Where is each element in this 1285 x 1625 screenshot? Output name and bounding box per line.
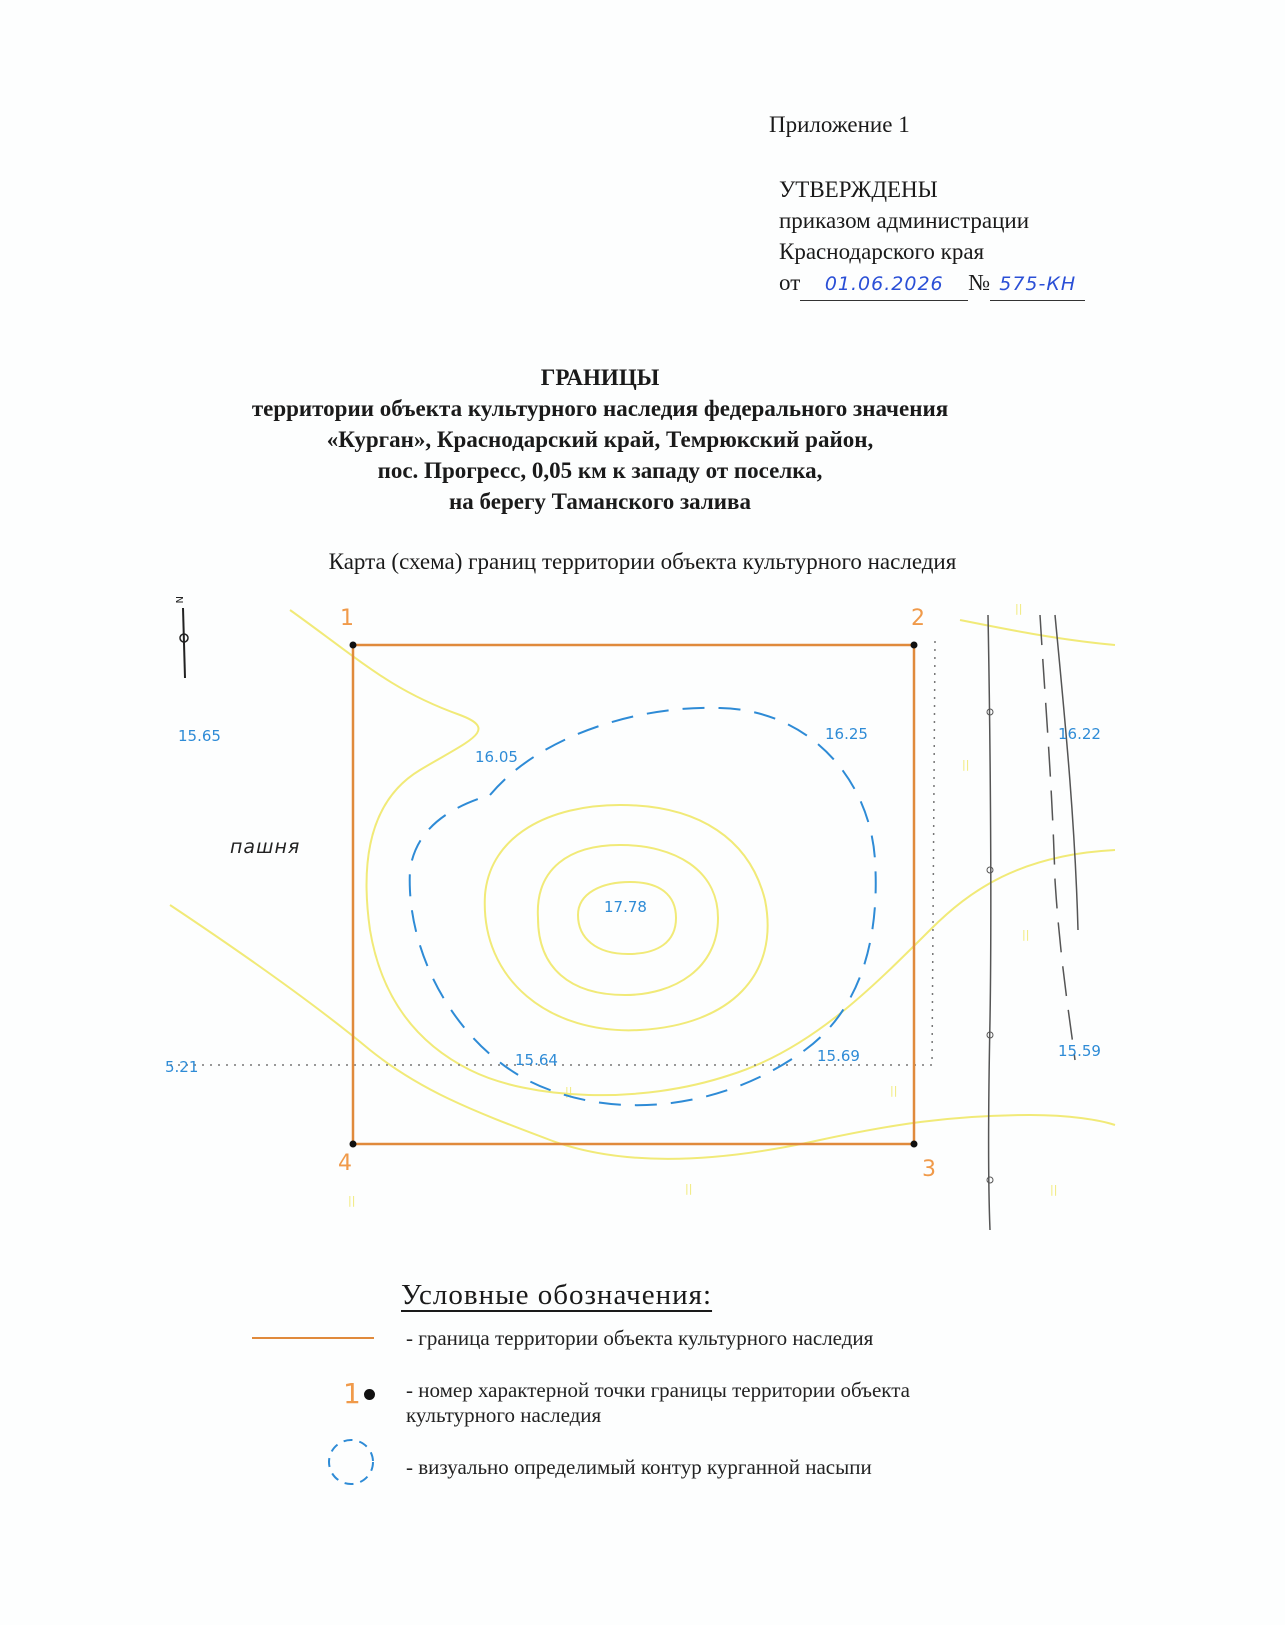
road-line bbox=[1055, 615, 1078, 930]
boundary-map bbox=[165, 596, 1120, 1250]
title-line-4: пос. Прогресс, 0,05 км к западу от поселка, bbox=[377, 458, 823, 483]
svg-text:||: || bbox=[1050, 1183, 1058, 1196]
svg-text:||: || bbox=[348, 1194, 356, 1207]
title-line-5: на берегу Таманского залива bbox=[449, 489, 751, 514]
number-prefix: № bbox=[968, 270, 991, 295]
elevation-label: 16.22 bbox=[1058, 725, 1101, 743]
boundary-point-2 bbox=[911, 642, 918, 649]
elevation-label: 16.25 bbox=[825, 725, 868, 743]
boundary-polygon bbox=[353, 645, 914, 1144]
point-label-1: 1 bbox=[340, 606, 354, 631]
approval-block bbox=[779, 174, 1085, 301]
elevation-label: 15.59 bbox=[1058, 1042, 1101, 1060]
boundary-point-1 bbox=[350, 642, 357, 649]
legend-boundary-text: - граница территории объекта культурного наследия bbox=[406, 1326, 874, 1350]
svg-text:||: || bbox=[890, 1084, 898, 1097]
boundary-point-4 bbox=[350, 1141, 357, 1148]
point-label-4: 4 bbox=[338, 1151, 352, 1176]
road-marker-icon bbox=[987, 867, 993, 873]
legend-boundary-symbol bbox=[252, 1337, 374, 1339]
order-line-1: приказом администрации bbox=[779, 208, 1030, 233]
contour-line bbox=[170, 905, 1115, 1159]
title-line-1: ГРАНИЦЫ bbox=[540, 365, 660, 390]
legend-mound-symbol bbox=[326, 1437, 376, 1487]
svg-text:||: || bbox=[565, 1085, 573, 1098]
svg-text:||: || bbox=[1015, 602, 1023, 615]
road-line bbox=[988, 615, 991, 1230]
contour-line bbox=[538, 845, 718, 995]
elevation-label: 15.65 bbox=[178, 727, 221, 745]
document-title bbox=[0, 362, 1200, 517]
svg-text:||: || bbox=[962, 758, 970, 771]
boundary-point-3 bbox=[911, 1141, 918, 1148]
appendix-label: Приложение 1 bbox=[769, 112, 910, 137]
svg-text:||: || bbox=[1022, 928, 1030, 941]
order-line-2: Краснодарского края bbox=[779, 239, 985, 264]
north-arrow-icon bbox=[173, 596, 188, 678]
elevation-label: 15.69 bbox=[817, 1047, 860, 1065]
north-label: N bbox=[173, 596, 184, 604]
legend-mound-text: - визуально определимый контур курганной насыпи bbox=[406, 1455, 872, 1479]
order-date-line bbox=[779, 267, 1085, 301]
road-line bbox=[1040, 615, 1075, 1060]
elevation-label: 15.64 bbox=[515, 1051, 558, 1069]
legend-point-text: - номер характерной точки границы территории объекта культурного наследия bbox=[406, 1378, 910, 1427]
svg-text:||: || bbox=[685, 1182, 693, 1195]
contour-line bbox=[960, 620, 1115, 645]
contour-line bbox=[485, 805, 768, 1030]
elevation-label: 16.05 bbox=[475, 748, 518, 766]
legend-title: Условные обозначения: bbox=[401, 1279, 713, 1311]
point-label-2: 2 bbox=[911, 606, 925, 631]
land-label: пашня bbox=[230, 836, 301, 858]
title-line-3: «Курган», Краснодарский край, Темрюкский район, bbox=[326, 427, 874, 452]
order-number: 575-КН bbox=[990, 269, 1085, 301]
contour-line bbox=[578, 882, 676, 954]
order-date: 01.06.2026 bbox=[800, 269, 968, 301]
elevation-peak: 17.78 bbox=[604, 898, 647, 916]
legend-point-symbol bbox=[364, 1389, 375, 1400]
map-subtitle: Карта (схема) границ территории объекта культурного наследия bbox=[328, 549, 957, 574]
point-label-3: 3 bbox=[922, 1157, 936, 1182]
road-marker-icon bbox=[987, 1177, 993, 1183]
approved-label: УТВЕРЖДЕНЫ bbox=[779, 177, 938, 202]
title-line-2: территории объекта культурного наследия федерального значения bbox=[251, 396, 949, 421]
date-prefix: от bbox=[779, 270, 801, 295]
elevation-label: 5.21 bbox=[165, 1058, 199, 1076]
legend-point-number: 1 bbox=[343, 1377, 361, 1410]
